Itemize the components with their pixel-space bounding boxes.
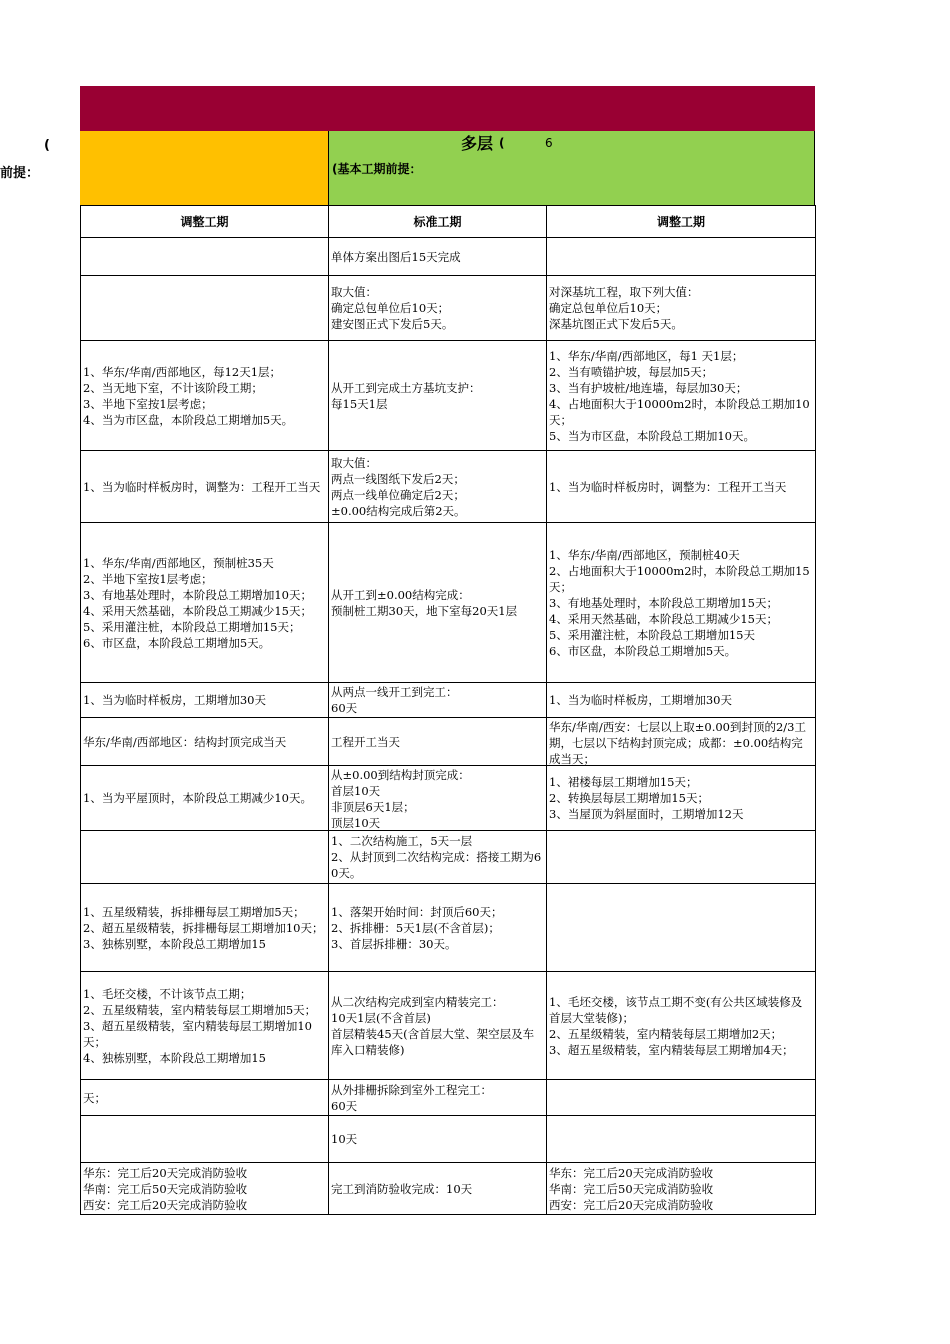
table-cell (329, 831, 547, 884)
table-cell (547, 1080, 816, 1116)
green-header-paren: ( (499, 136, 505, 150)
cell-text: 工程开工当天 (331, 734, 400, 749)
table-row (81, 831, 816, 884)
table-cell (547, 683, 816, 718)
column-header: 调整工期 (547, 206, 816, 238)
table-cell (329, 451, 547, 523)
left-paren: ( (44, 138, 50, 153)
green-header-number: 6 (545, 136, 553, 150)
table-cell (81, 766, 329, 831)
table-cell (547, 831, 816, 884)
table-cell (547, 451, 816, 523)
table-row (81, 523, 816, 683)
cell-text: 华东：完工后20天完成消防验收 华南：完工后50天完成消防验收 西安：完工后20天完成消防验收 (83, 1165, 248, 1212)
table-cell (329, 683, 547, 718)
cell-text: 1、当为临时样板房时，调整为：工程开工当天 (83, 479, 321, 494)
table-cell (81, 1163, 329, 1215)
table-cell (547, 884, 816, 972)
table-cell (81, 884, 329, 972)
cell-text: 1、五星级精装，拆排栅每层工期增加5天； 2、超五星级精装，拆排栅每层工期增加10天； 3、独栋别墅，本阶段总工期增加15 (83, 904, 324, 951)
cell-text: 华东/华南/西部地区：结构封顶完成当天 (83, 734, 287, 749)
table-row (81, 884, 816, 972)
table-cell (547, 766, 816, 831)
cell-text: 1、毛坯交楼，该节点工期不变(有公共区域装修及首层大堂装修)； 2、五星级精装，室内精装每层工期增加2天； 3、超五星级精装，室内精装每层工期增加4天； (549, 994, 803, 1057)
green-header-block (328, 131, 815, 206)
cell-text: 1、华东/华南/西部地区，预制桩40天 2、占地面积大于10000m2时，本阶段总工期加15天； 3、有地基处理时，本阶段总工期增加15天； 4、采用天然基础，本阶段总工期减少15天； 5、采用灌注桩，本阶段总工期增加15天 6、市区盘，本阶段总工期增加5天。 (549, 547, 810, 658)
cell-text: 从二次结构完成到室内精装完工： 10天1层(不含首层) 首层精装45天(含首层大堂、架空层及车库入口精装修) (331, 994, 535, 1057)
cell-text: 取大值： 确定总包单位后10天； 建安图正式下发后5天。 (331, 285, 454, 331)
table-cell (329, 1116, 547, 1163)
table-row (81, 451, 816, 523)
table-cell (547, 238, 816, 276)
table-cell (329, 718, 547, 766)
table-cell (81, 1116, 329, 1163)
table-cell (81, 238, 329, 276)
cell-text: 完工到消防验收完成：10天 (331, 1181, 473, 1196)
left-premise-label: 前提： (0, 166, 40, 181)
table-header-row (81, 206, 816, 238)
cell-text: 单体方案出图后15天完成 (331, 249, 461, 264)
table-cell (81, 1080, 329, 1116)
table-cell (81, 276, 329, 341)
table-cell (329, 972, 547, 1080)
table-cell (329, 884, 547, 972)
cell-text: 取大值： 两点一线图纸下发后2天； 两点一线单位确定后2天； ±0.00结构完成后第2天。 (331, 455, 466, 518)
table-row (81, 238, 816, 276)
green-header-premise: (基本工期前提： (332, 162, 422, 176)
cell-text: 从两点一线开工到完工： 60天 (331, 685, 458, 715)
table-row (81, 1163, 816, 1215)
table-cell (81, 831, 329, 884)
table-row (81, 276, 816, 341)
table-row (81, 1116, 816, 1163)
table-row (81, 766, 816, 831)
orange-header-block (80, 131, 328, 206)
schedule-table (80, 205, 816, 1215)
table-cell (329, 1163, 547, 1215)
table-cell (81, 341, 329, 451)
table-cell (547, 341, 816, 451)
table-cell (547, 523, 816, 683)
table-cell (547, 276, 816, 341)
cell-text: 1、当为临时样板房时，调整为：工程开工当天 (549, 479, 787, 494)
cell-text: 1、当为临时样板房，工期增加30天 (549, 693, 732, 707)
cell-text: 1、当为平屋顶时，本阶段总工期减少10天。 (83, 791, 312, 805)
table-body (81, 238, 816, 1215)
green-header-title: 多层 (461, 134, 494, 153)
table-cell (329, 523, 547, 683)
table-cell (329, 276, 547, 341)
table-cell (329, 341, 547, 451)
table-cell (81, 451, 329, 523)
table-cell (547, 1163, 816, 1215)
table-cell (81, 718, 329, 766)
column-header: 标准工期 (329, 206, 547, 238)
table-row (81, 1080, 816, 1116)
cell-text: 10天 (331, 1132, 358, 1146)
cell-text: 1、裙楼每层工期增加15天； 2、转换层每层工期增加15天； 3、当屋顶为斜屋面时，工期增加12天 (549, 775, 744, 821)
table-cell (547, 972, 816, 1080)
cell-text: 从外排栅拆除到室外工程完工： 60天 (331, 1082, 492, 1113)
table-cell (81, 972, 329, 1080)
cell-text: 从±0.00到结构封顶完成： 首层10天 非顶层6天1层； 顶层10天 (331, 767, 470, 830)
cell-text: 1、当为临时样板房，工期增加30天 (83, 693, 266, 707)
cell-text: 从开工到±0.00结构完成： 预制桩工期30天，地下室每20天1层 (331, 587, 518, 618)
cell-text: 对深基坑工程，取下列大值： 确定总包单位后10天； 深基坑图正式下发后5天。 (549, 285, 699, 331)
cell-text: 1、落架开始时间：封顶后60天； 2、拆排栅：5天1层(不含首层)； 3、首层拆排栅：30天。 (331, 904, 503, 951)
table-cell (329, 238, 547, 276)
table-row (81, 718, 816, 766)
table-row (81, 683, 816, 718)
cell-text: 1、华东/华南/西部地区，每1 天1层； 2、当有喷锚护坡，每层加5天； 3、当有护坡桩/地连墙，每层加30天； 4、占地面积大于10000m2时，本阶段总工期加10天； 5、当为市区盘，本阶段总工期加10天。 (549, 348, 810, 443)
table-cell (547, 718, 816, 766)
table-row (81, 341, 816, 451)
cell-text: 1、毛坯交楼，不计该节点工期； 2、五星级精装，室内精装每层工期增加5天； 3、超五星级精装，室内精装每层工期增加10天； 4、独栋别墅，本阶段总工期增加15 (83, 986, 317, 1065)
table-cell (329, 1080, 547, 1116)
cell-text: 华东/华南/西安：七层以上取±0.00到封顶的2/3工期，七层以下结构封顶完成；成都：±0.00结构完成当天； (549, 719, 806, 765)
cell-text: 1、华东/华南/西部地区，每12天1层； 2、当无地下室，不计该阶段工期； 3、半地下室按1层考虑； 4、当为市区盘，本阶段总工期增加5天。 (83, 364, 294, 427)
cell-text: 从开工到完成土方基坑支护： 每15天1层 (331, 380, 481, 411)
table-cell (547, 1116, 816, 1163)
cell-text: 天； (83, 1090, 106, 1105)
table-row (81, 972, 816, 1080)
cell-text: 1、华东/华南/西部地区，预制桩35天 2、半地下室按1层考虑； 3、有地基处理时，本阶段总工期增加10天； 4、采用天然基础，本阶段总工期减少15天； 5、采用灌注桩，本阶段总工期增加15天； 6、市区盘，本阶段总工期增加5天。 (83, 555, 312, 650)
table-cell (81, 523, 329, 683)
table-cell (81, 683, 329, 718)
cell-text: 华东：完工后20天完成消防验收 华南：完工后50天完成消防验收 西安：完工后20天完成消防验收 (549, 1165, 714, 1212)
table-cell (329, 766, 547, 831)
cell-text: 1、二次结构施工，5天一层 2、从封顶到二次结构完成：搭接工期为60天。 (331, 834, 542, 880)
column-header: 调整工期 (81, 206, 329, 238)
title-banner (80, 86, 815, 131)
